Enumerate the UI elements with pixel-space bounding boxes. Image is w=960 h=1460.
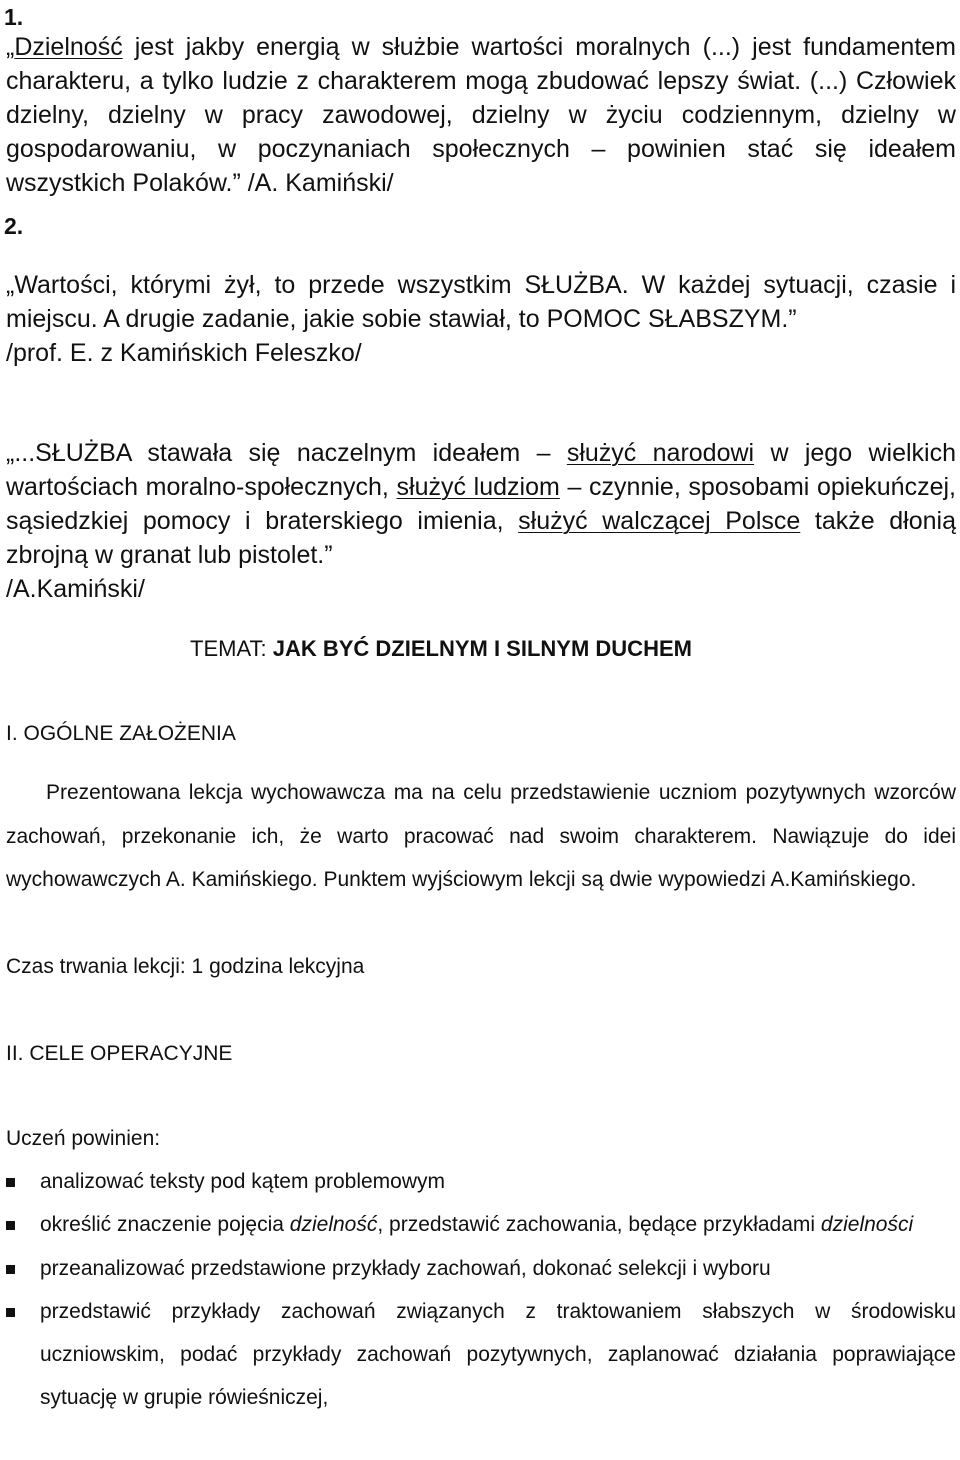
quote-3-part-1: „...SŁUŻBA stawała się naczelnym ideałem – [6, 439, 567, 467]
section-1-heading: I. OGÓLNE ZAŁOŻENIA [6, 722, 236, 745]
objectives-list [6, 1160, 956, 1420]
quote-3-underline-3: służyć walczącej Polsce [518, 507, 801, 535]
list-item [6, 1160, 956, 1203]
section-1-paragraph-text: Prezentowana lekcja wychowawcza ma na celu przedstawienie uczniom pozytywnych wzorców zachowań, przekonanie ich, że warto pracować nad swoim charakterem. Nawiązuje do idei wychowawczych A. Kamińskiego. Punktem wyjściowym lekcji są dwie wypowiedzi A.Kamińskiego. [6, 781, 956, 892]
quote-number-2: 2. [4, 213, 24, 239]
lesson-duration: Czas trwania lekcji: 1 godzina lekcyjna [6, 955, 365, 978]
section-1-paragraph [6, 771, 956, 902]
quote-3 [6, 436, 956, 606]
list-item-text: przedstawić przykłady zachowań związanych z traktowaniem słabszych w środowisku uczniowskim, podać przykłady zachowań pozytywnych, zaplanować działania poprawiające sytuację w grupie rówieśniczej, [40, 1299, 956, 1410]
list-item-italic-term: dzielności [820, 1213, 914, 1237]
topic-label: TEMAT: [190, 636, 273, 661]
quote-3-underline-1: służyć narodowi [566, 439, 755, 467]
section-2-intro: Uczeń powinien: [6, 1127, 161, 1150]
square-bullet-icon [6, 1178, 15, 1187]
quote-2-text: „Wartości, którymi żył, to przede wszystkim SŁUŻBA. W każdej sytuacji, czasie i miejscu. A drugie zadanie, jakie sobie stawiał, to POMOC SŁABSZYM.” [6, 271, 956, 333]
quote-2-author: /prof. E. z Kamińskich Feleszko/ [6, 339, 362, 367]
quote-1-text: jest jakby energią w służbie wartości moralnych (...) jest fundamentem charakteru, a tylko ludzie z charakterem mogą zbudować lepszy świat. (...) Człowiek dzielny, dzielny w pracy zawodowej, dzielny w życiu codziennym, dzielny w gospodarowaniu, w poczynaniach społecznych – powinien stać się ideałem wszystkich Polaków.” /A. Kamiński/ [6, 33, 956, 197]
list-item-text-part: określić znaczenie pojęcia [40, 1213, 290, 1237]
quote-1-open-mark: „ [6, 33, 15, 61]
square-bullet-icon [6, 1265, 15, 1274]
list-item [6, 1247, 956, 1290]
lesson-topic [190, 634, 692, 664]
list-item-text-part: , przedstawić zachowania, będące przykładami [377, 1213, 821, 1237]
quote-3-author: /A.Kamiński/ [6, 575, 145, 603]
list-item-text: przeanalizować przedstawione przykłady zachowań, dokonać selekcji i wyboru [40, 1256, 771, 1280]
square-bullet-icon [6, 1308, 15, 1317]
quote-3-part-4: także dłonią zbrojną w granat lub pistolet.” [6, 507, 956, 569]
quote-3-text [6, 436, 956, 572]
quote-1 [6, 30, 956, 200]
list-item-italic-term: dzielność [289, 1213, 378, 1237]
quote-3-part-2: w jego wielkich wartościach moralno-społecznych, [6, 439, 956, 501]
square-bullet-icon [6, 1221, 15, 1230]
section-2-heading: II. CELE OPERACYJNE [6, 1042, 233, 1065]
list-item-text: analizować teksty pod kątem problemowym [40, 1170, 446, 1193]
list-item [6, 1290, 956, 1420]
topic-value: JAK BYĆ DZIELNYM I SILNYM DUCHEM [272, 636, 692, 661]
quote-number-1: 1. [4, 4, 24, 30]
quote-1-term: Dzielność [14, 33, 123, 61]
quote-3-part-3: – czynnie, sposobami opiekuńczej, sąsiedzkiej pomocy i braterskiego imienia, [6, 473, 956, 535]
quote-3-underline-2: służyć ludziom [396, 473, 560, 501]
quote-2 [6, 268, 956, 370]
list-item [6, 1203, 956, 1246]
